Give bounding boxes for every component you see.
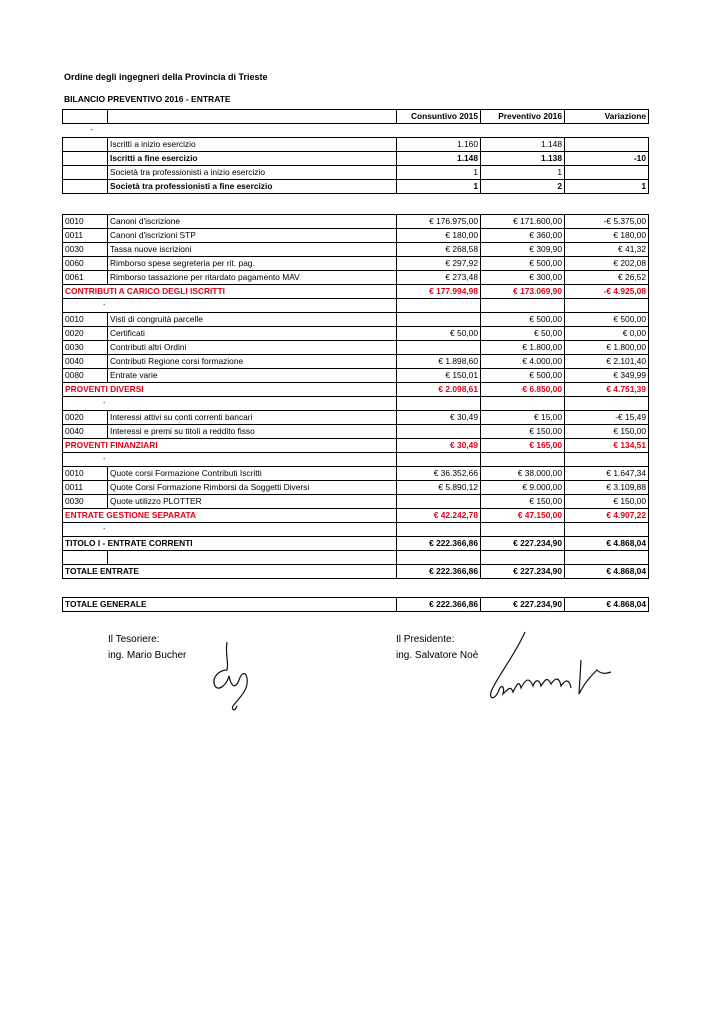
totale-entrate-label: TOTALE ENTRATE [63, 565, 397, 579]
blank-cell [565, 551, 649, 565]
totale-entrate-consuntivo: € 222.366,86 [397, 565, 481, 579]
dot-c2015-cell [397, 453, 481, 467]
member-code-cell [63, 166, 108, 180]
dot-c2015-cell [397, 397, 481, 411]
titolo1-total-preventivo: € 227.234,90 [481, 537, 565, 551]
president-signature [485, 630, 615, 705]
section-total-variazione: € 4.751,39 [565, 383, 649, 397]
ledger-row [63, 369, 649, 383]
row-consuntivo: € 30,49 [397, 411, 481, 425]
row-preventivo: € 150,00 [481, 425, 565, 439]
row-consuntivo: € 180,00 [397, 229, 481, 243]
section-total-variazione: € 4.907,22 [565, 509, 649, 523]
treasurer-signature [205, 640, 265, 715]
section-total-label: CONTRIBUTI A CARICO DEGLI ISCRITTI [63, 285, 397, 299]
ledger-row [63, 495, 649, 509]
totale-generale-variazione: € 4.868,04 [565, 598, 649, 612]
row-label: Canoni d'iscrizione [108, 215, 397, 229]
member-preventivo: 2 [481, 180, 565, 194]
row-preventivo: € 500,00 [481, 257, 565, 271]
row-code: 0010 [63, 467, 108, 481]
row-code: 0040 [63, 355, 108, 369]
ledger-row [63, 411, 649, 425]
header-code-cell [63, 110, 108, 124]
dot-p2016-cell [481, 523, 565, 537]
section-total-label: PROVENTI FINANZIARI [63, 439, 397, 453]
ledger-row [63, 467, 649, 481]
member-label: Iscritti a inizio esercizio [108, 138, 397, 152]
member-variazione: 1 [565, 180, 649, 194]
dot-mark: - [63, 299, 108, 313]
dot-c2015-cell [397, 523, 481, 537]
row-consuntivo [397, 425, 481, 439]
document-title: BILANCIO PREVENTIVO 2016 - ENTRATE [64, 94, 231, 104]
ledger-row [63, 313, 649, 327]
blank-cell [108, 551, 397, 565]
blank-cell [481, 551, 565, 565]
row-consuntivo: € 36.352,66 [397, 467, 481, 481]
section-total-variazione: -€ 4.925,08 [565, 285, 649, 299]
member-variazione: -10 [565, 152, 649, 166]
totale-generale-row [63, 598, 649, 612]
member-row [63, 166, 649, 180]
member-code-cell [63, 152, 108, 166]
row-preventivo: € 1.800,00 [481, 341, 565, 355]
row-consuntivo: € 273,48 [397, 271, 481, 285]
section-total-variazione: € 134,51 [565, 439, 649, 453]
row-label: Rimborso spese segreteria per rit. pag. [108, 257, 397, 271]
ledger-row [63, 229, 649, 243]
ledger-row [63, 341, 649, 355]
totale-generale-consuntivo: € 222.366,86 [397, 598, 481, 612]
row-code: 0010 [63, 215, 108, 229]
row-label: Interessi e premi su titoli a reddito fisso [108, 425, 397, 439]
organization-name: Ordine degli ingegneri della Provincia di Trieste [64, 72, 268, 82]
treasurer-block [108, 632, 186, 664]
row-preventivo: € 300,00 [481, 271, 565, 285]
row-code: 0020 [63, 411, 108, 425]
dot-row [63, 523, 649, 537]
ledger-row [63, 243, 649, 257]
member-preventivo: 1.148 [481, 138, 565, 152]
row-consuntivo [397, 341, 481, 355]
row-code: 0011 [63, 229, 108, 243]
president-block [396, 632, 478, 664]
section-total-label: PROVENTI DIVERSI [63, 383, 397, 397]
row-label: Rimborso tassazione per ritardato pagamento MAV [108, 271, 397, 285]
row-code: 0030 [63, 243, 108, 257]
section-total-consuntivo: € 30,49 [397, 439, 481, 453]
ledger-row [63, 257, 649, 271]
ledger-row [63, 327, 649, 341]
row-consuntivo: € 5.890,12 [397, 481, 481, 495]
row-label: Quote corsi Formazione Contributi Iscritti [108, 467, 397, 481]
section-total-consuntivo: € 2.098,61 [397, 383, 481, 397]
treasurer-role: Il Tesoriere: [108, 634, 160, 645]
dot-label-cell [108, 397, 397, 411]
titolo1-total-consuntivo: € 222.366,86 [397, 537, 481, 551]
titolo1-total [63, 537, 649, 551]
row-code: 0030 [63, 495, 108, 509]
dot-label-cell [108, 523, 397, 537]
row-preventivo: € 4.000,00 [481, 355, 565, 369]
row-variazione: € 3.109,88 [565, 481, 649, 495]
row-variazione: € 41,32 [565, 243, 649, 257]
row-variazione: € 202,08 [565, 257, 649, 271]
member-consuntivo: 1 [397, 166, 481, 180]
dot-mark: - [63, 453, 108, 467]
member-code-cell [63, 138, 108, 152]
row-preventivo: € 360,00 [481, 229, 565, 243]
totale-generale-preventivo: € 227.234,90 [481, 598, 565, 612]
dot-label-cell [108, 299, 397, 313]
ledger-row [63, 425, 649, 439]
totale-generale-table [62, 597, 649, 612]
treasurer-name: ing. Mario Bucher [108, 650, 187, 661]
member-row [63, 138, 649, 152]
dot-p2016-cell [481, 299, 565, 313]
member-preventivo: 1 [481, 166, 565, 180]
row-label: Contributi altri Ordini [108, 341, 397, 355]
row-label: Certificati [108, 327, 397, 341]
row-variazione: € 1.647,34 [565, 467, 649, 481]
row-variazione: € 2.101,40 [565, 355, 649, 369]
row-preventivo: € 171.600,00 [481, 215, 565, 229]
row-variazione: € 500,00 [565, 313, 649, 327]
section-total-preventivo: € 47.150,00 [481, 509, 565, 523]
ledger-row [63, 215, 649, 229]
section-total-preventivo: € 6.850,00 [481, 383, 565, 397]
member-consuntivo: 1 [397, 180, 481, 194]
row-consuntivo: € 268,58 [397, 243, 481, 257]
row-preventivo: € 9.000,00 [481, 481, 565, 495]
dot-mark: - [63, 397, 108, 411]
dot-c2015-cell [397, 299, 481, 313]
section-total-preventivo: € 173.069,90 [481, 285, 565, 299]
row-label: Tassa nuove iscrizioni [108, 243, 397, 257]
section-total-label: ENTRATE GESTIONE SEPARATA [63, 509, 397, 523]
row-label: Interessi attivi su conti correnti bancari [108, 411, 397, 425]
blank-cell [397, 551, 481, 565]
ledger-row [63, 271, 649, 285]
row-label: Visti di congruità parcelle [108, 313, 397, 327]
row-code: 0010 [63, 313, 108, 327]
row-consuntivo: € 150,01 [397, 369, 481, 383]
row-consuntivo: € 1.898,60 [397, 355, 481, 369]
header-variazione: Variazione [565, 110, 649, 124]
row-preventivo: € 38.000,00 [481, 467, 565, 481]
row-code: 0011 [63, 481, 108, 495]
totale-entrate [63, 565, 649, 579]
section-total [63, 285, 649, 299]
row-label: Canoni d'iscrizioni STP [108, 229, 397, 243]
row-preventivo: € 15,00 [481, 411, 565, 425]
section-total [63, 509, 649, 523]
dot-mark: - [63, 523, 108, 537]
member-row [63, 152, 649, 166]
row-variazione: -€ 5.375,00 [565, 215, 649, 229]
dot-var-cell [565, 453, 649, 467]
totale-generale-label: TOTALE GENERALE [63, 598, 397, 612]
row-variazione: € 180,00 [565, 229, 649, 243]
totale-entrate-variazione: € 4.868,04 [565, 565, 649, 579]
section-total-preventivo: € 165,00 [481, 439, 565, 453]
blank-cell [63, 551, 108, 565]
row-code: 0040 [63, 425, 108, 439]
header-consuntivo: Consuntivo 2015 [397, 110, 481, 124]
ledger-row [63, 481, 649, 495]
section-total [63, 383, 649, 397]
dot-var-cell [565, 523, 649, 537]
row-preventivo: € 150,00 [481, 495, 565, 509]
row-consuntivo: € 50,00 [397, 327, 481, 341]
member-consuntivo: 1.148 [397, 152, 481, 166]
header-label-cell [108, 110, 397, 124]
dot-var-cell [565, 397, 649, 411]
member-label: Società tra professionisti a inizio esercizio [108, 166, 397, 180]
row-preventivo: € 500,00 [481, 369, 565, 383]
member-variazione [565, 166, 649, 180]
dot-var-cell [565, 299, 649, 313]
section-total-consuntivo: € 177.994,98 [397, 285, 481, 299]
row-consuntivo: € 176.975,00 [397, 215, 481, 229]
row-variazione: € 150,00 [565, 495, 649, 509]
member-code-cell [63, 180, 108, 194]
row-label: Quote Corsi Formazione Rimborsi da Soggetti Diversi [108, 481, 397, 495]
row-code: 0030 [63, 341, 108, 355]
member-row [63, 180, 649, 194]
row-code: 0060 [63, 257, 108, 271]
member-consuntivo: 1.160 [397, 138, 481, 152]
header-preventivo: Preventivo 2016 [481, 110, 565, 124]
column-header-row [63, 110, 649, 124]
row-code: 0080 [63, 369, 108, 383]
row-variazione: € 0,00 [565, 327, 649, 341]
row-consuntivo: € 297,92 [397, 257, 481, 271]
dot-label-cell [108, 453, 397, 467]
section-total [63, 439, 649, 453]
row-label: Quote utilizzo PLOTTER [108, 495, 397, 509]
row-label: Entrate varie [108, 369, 397, 383]
members-table [62, 109, 649, 194]
titolo1-total-variazione: € 4.868,04 [565, 537, 649, 551]
dot-row [63, 397, 649, 411]
row-preventivo: € 500,00 [481, 313, 565, 327]
dot-row [63, 299, 649, 313]
member-preventivo: 1.138 [481, 152, 565, 166]
dot-row [63, 453, 649, 467]
row-variazione: € 349,99 [565, 369, 649, 383]
row-preventivo: € 50,00 [481, 327, 565, 341]
row-consuntivo [397, 313, 481, 327]
dot-mark: - [90, 127, 93, 134]
member-label: Iscritti a fine esercizio [108, 152, 397, 166]
row-code: 0061 [63, 271, 108, 285]
ledger-table [62, 214, 649, 579]
member-label: Società tra professionisti a fine esercizio [108, 180, 397, 194]
row-consuntivo [397, 495, 481, 509]
member-variazione [565, 138, 649, 152]
row-variazione: € 1.800,00 [565, 341, 649, 355]
dot-p2016-cell [481, 397, 565, 411]
row-variazione: € 26,52 [565, 271, 649, 285]
row-code: 0020 [63, 327, 108, 341]
section-total-consuntivo: € 42.242,78 [397, 509, 481, 523]
dot-row [63, 124, 649, 138]
row-preventivo: € 309,90 [481, 243, 565, 257]
row-variazione: € 150,00 [565, 425, 649, 439]
row-variazione: -€ 15,49 [565, 411, 649, 425]
president-name: ing. Salvatore Noè [396, 650, 479, 661]
totale-entrate-preventivo: € 227.234,90 [481, 565, 565, 579]
row-label: Contributi Regione corsi formazione [108, 355, 397, 369]
ledger-row [63, 355, 649, 369]
dot-p2016-cell [481, 453, 565, 467]
titolo1-total-label: TITOLO I - ENTRATE CORRENTI [63, 537, 397, 551]
blank-row [63, 551, 649, 565]
president-role: Il Presidente: [396, 634, 455, 645]
